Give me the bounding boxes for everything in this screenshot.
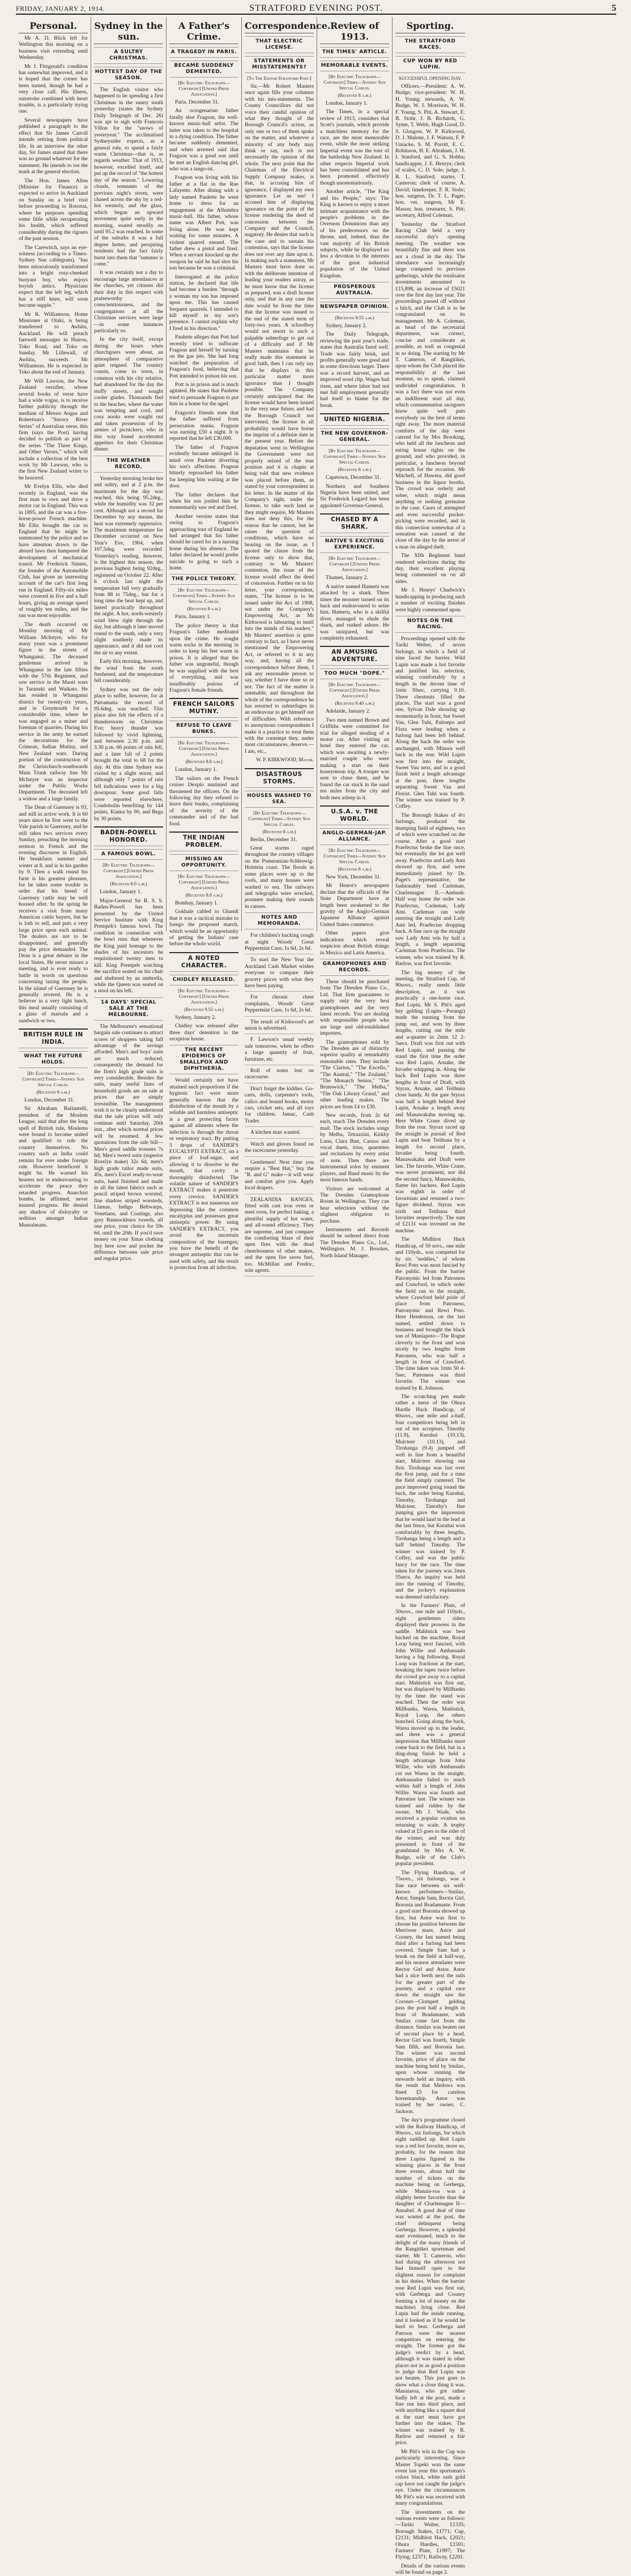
paragraph-list (94, 475, 163, 822)
article-subheading: A SULTRY CHRISTMAS. (94, 47, 163, 64)
newspaper-columns (16, 17, 619, 2576)
wire-credit: [By Electric Telegraph—Copyright] [United Press Association.] (178, 80, 230, 97)
paragraph-list (19, 35, 88, 1024)
wire-credit: [By Electric Telegraph—Copyright] [United Press Association.] (178, 988, 230, 1005)
paragraph: Another article, "The King and his People," says: The King is known to enjoy a more intimate acquaintance with the people's problems in the Overseas Dominions than any of his predecessors on the throne, and, indeed, than the vast majority of his British subjects, while he displayed no less a devotion to the interests of the great industrial population of the United Kingdom. (320, 188, 389, 279)
wire-credit: [By Electric Telegraph—Copyright] Times—Sydney Sun Special Cables. (323, 74, 386, 91)
article-subheading: MEMORABLE EVENTS. (320, 61, 389, 71)
article-heading: A NOTED CHARACTER. (169, 952, 238, 972)
paragraph: The police theory is that Fragson's father meditated upon the crime. He sought warm socks in the morning in order to keep his feet warm in prison. It is alleged that the father was ungrateful, though he was supplied with the best of everything, and was insufferably jealous of Fragson's female friends. (169, 622, 238, 693)
paragraph: F. Lawson's usual weekly sale tomorrow, when he offers a large quantity of fruit, furniture, etc. (245, 1036, 314, 1065)
wire-credit: [By Electric Telegraph—Copyright] [United Press Association.] (329, 556, 381, 573)
wire-credit: [By Electric Telegraph—Copyright] [United Press Association.] (103, 863, 155, 880)
column-heading: Correspondence. (245, 20, 314, 33)
paragraph-list (94, 889, 163, 995)
received-time: (Received 8.0 a.m.) (185, 892, 223, 898)
received-time: (Received 8 a.m.) (187, 606, 221, 612)
paragraph: Yesterday the Stratford Racing Club held a very successful day's opening meeting. The weather was beautifully fine and there was not a cloud in the sky. The attendance was increasingly large compared to previous gatherings, while the totalisator investments amounted to £15,898, an increase of £5021 over the first day last year. The proceedings passed off without a hitch, and the Club is to be congratulated on its management. Mr A. Coleman, as head of the secretarial department, was correct, concise and considerate as possible, as well as congenial in so doing. The starting by Mr T. Cameron, of Rangitikei, upon whom the Club placed the responsibility at the last moment, so to speak, claimed undivided congratulation. It was a fact there was not even an indifferent start all day, which consummation racegoers know quite well puts everybody on the best of terms right away. The more material comforts of the day were catered for by Mrs Brooking, who held all the luncheon and eating house rights on the ground, and who provided, in particular, a luncheon beyond reproach for the occasion. Mr Mitchell, of Hawera, did good business in the liquor booths. The crowd was orderly and sober, which might mean anything or nothing germaine to the case. Cases of attempted and even successful pocket-picking were recorded, and in this connection somewhat of a sensation was caused at the close of the day by the arrest of a man on alleged theft. (395, 221, 465, 550)
paragraph: Mr Hearst's newspapers declare that the officials of the State Department have at length been awakened to the gravity of the Anglo-German Japanese Alliance against United States commerce. (320, 882, 389, 928)
paragraph: Great storms raged throughout the country villages on the Pomeranian-Schleswig-Holstein coast. The floods in some places were up to the roofs, and many houses were washed to sea. The railways and telegraphs were wrecked, postmen making their rounds in canoes. (245, 845, 314, 910)
received-time: (Received 9.55 a.m.) (335, 315, 374, 320)
article-subheading: ANGLO-GERMAN-JAP. ALLIANCE. (320, 828, 389, 845)
paragraph: Other papers give indications which reveal suspicion about British doings in Mexico and Latin America. (320, 930, 389, 956)
paragraph: The result of Kirkwood's art union is advertised. (245, 1019, 314, 1035)
article-subheading: BECAME SUDDENLY DEMENTED. (169, 61, 238, 78)
column-heading: Personal. (19, 20, 88, 33)
paragraph: The Times, in a special review of 1913, considers that Scott's journals, which provide a matchless memory for the race, are the most memorable event, while the most striking Imperial event was the tour of the battleship New Zealand. In other respects Imperial work has been consolidated and has been promoted effectively though unostentatiously. (320, 109, 389, 186)
paragraph: The father of Fragson evidently became unhinged in mind over Paulette diverting his son's affections. Fragson bitterly reproached his father for keeping him waiting at the door. (169, 444, 238, 490)
paragraph: The investments on the various events were as follows:—Tariki Welter, £1335; Borough Stakes, £1771; Cup, £2131; Midhirst Hack, £2021; Ohura Hurdles, £1591; Farmers' Plate, £1997; The Flying, £2371; Railway, £2201. (395, 2509, 465, 2561)
article-subheading: HOTTEST DAY OF THE SEASON. (94, 67, 163, 84)
article-subheading: PROSPEROUS AUSTRALIA. (320, 282, 389, 299)
article-subheading: THE TIMES' ARTICLE. (320, 47, 389, 58)
paragraph: Bombay, January 1. (175, 899, 219, 906)
paragraph: The death occurred on Monday morning of Mr William McIntyre, who for many years was a prominent figure in the streets of Whanganui. The deceased gentleman arrived in Whanganui in the late fifties with the 57th Regiment, and saw service in the Maori wars in Taranaki and Waikato. He has resided in Whanganui district for twenty-six years, and in Greymouth for a considerable time, where he was engaged as a miner and foreman of quarries. During his service in the army he earned the decorations for the Crimean, Indian Mutiny, and New Zealand wars. During portion of the construction of the Christchurch-southwards Main Trunk railway line Mr McIntyre was an inspector under the Public Works Department. The deceased left a widow and a large family. (19, 621, 88, 802)
article-subheading: CUP WON BY RED LUPIN. (395, 56, 465, 73)
wire-credit: [By Electric Telegraph—Copyright] Times—Sydney Sun Special Cables. (248, 810, 310, 827)
paragraph: Paris, December 31. (175, 99, 219, 105)
paragraph: For chronic chest complaints, Woods' Great Peppermint Cure, 1s 6d, 2s 6d. (245, 994, 314, 1016)
paragraph-list (320, 575, 389, 641)
paragraph: The Flying Handicap, of 75sovs., six furlongs, was a fine race between six well-known performers—Smilax, Astor, Simple Sam, Rector Girl, Boronia and Bradamante. From a good start Boronia showed up first, but Astor was first to choose his position between the Merriwee mare, Astor and Cooney, the last named being third after a furlong had been covered. Simple Sam had a break on the field at half-way, and his nearest attendants were Rector Girl and Astor. Astor had a nice berth next the rails for the greater part of the journey, and a capital race down the straight saw the Coronet—Clompett gelding pass the post half a length in front of Bradamante, with Smilax come fast from the distance. Smilax was beaten out of second place by a head. Rector Girl was fourth, Simple Sam fifth, and Boronia last. The winner was second favorite, price of place on the machine being held by Smilax, upon whose running the stewards held an inquiry, with the result that Medows was fined £5 for careless horsemanship. Astor was trained by her owner, C. Jackson. (395, 1869, 465, 2115)
paragraph: Fragson was living with his father at a flat in the Rue Lafayette. After dining with a lady named Paulette he went home to dress for an engagement at the Alhambra music-hall. His father, whose name was Albert Pott, was living alone. He was kept waiting for some minutes. A violent quarrel ensued. The father drew a pistol and fired. When a servant knocked up the weapon he said he had shot his son because he was a criminal. (169, 174, 238, 272)
paragraph: The Dean of Guernsey is 93, and still in active work. It is 60 years since he first went to the Vale parish in Guernsey, and he still takes two services every Sunday, preaching the morning sermon in French and the evening discourse in English. He breakfasts summer and winter at 8, and is in his garden by 9. Then a walk round his farm is his greatest pleasure, for he takes some trouble in order that his breed of Guernsey cattle may be well housed after. In the spring he receives a visit from many American cattle buyers, but he is loth to sell, and puts a very large price upon each animal. The dealers are not to be disappointed, and generally pay the price demanded. The Dean is a great debater in the local States. He never misses a meeting, and is ever ready to battle in words on questions concerning taxing the people. In the island of Guernsey he is generally revered. He is a believer in a very light lunch, this meal usually consisting of a glass of marsala and a sandwich or two. (19, 804, 88, 1024)
page-number: 5 (612, 3, 616, 13)
paragraph-list (320, 323, 389, 409)
wire-credit: [By Electric Telegraph—Copyright] Times—Sydney Sun Special Cables. (323, 448, 386, 465)
paragraph: Mr Will Lawson, the New Zealand versifier, whose several books of verse have had a wide vogue, is to receive further publicity through the medium of Messrs Angus and Robertson's "Snowy River Series" of Australian verse, this firm (says the Post) having decided to publish as part of the series "The Three Kings, and Other Verses," which will include a collection of the best work by Mr Lawson, who is the first New Zealand writer to be honored. (19, 378, 88, 481)
article-subheading: SUCCESSFUL OPENING DAY. (398, 76, 462, 81)
column-personal (16, 17, 91, 1228)
article-subheading: THE STRATFORD RACES. (395, 36, 465, 53)
paragraph: Yesterday morning broke hot and sultry, and at 2 p.m. the maximum for the day was reached, this being 95.2deg., while the humidity was 32 per cent. Although not a record for December by any means, the heat was extremely oppressive. The maximum temperature for December occurred on New Year's Eve, 1904, when 107.5deg. were recorded. Yesterday's reading, however, is the highest this season, the previous highest being 92deg., registered on October 22. After 6 o'clock last night the temperature fell very gradually from 88 to 75deg., but for a long time the heat kept up, and lasted practically throughout the night. A hot, north-westerly wind blew right through the day, but although it later moved round to the south, only a very slight southerly made its appearance, and it did not cool the air to any extent. (94, 475, 163, 656)
article-subheading: CHIDLEY RELEASED. (169, 975, 238, 985)
received-time: (Received 8 a.m.) (338, 93, 372, 98)
paragraph: Mr Pitt's win in the Cup was particularly interesting. Since Master Topeki won the same event last year this sportsman's colors black, white sash gold cap have not caught the judge's eye. Under the circumstances Mr Pitt's win was received with many congratulations. (395, 2448, 465, 2507)
paragraph: Sydney was not the only place to suffer, however, for at Parramatta the record of 95.6deg. was reached. This place also felt the effects of a thunderstorm on Christmas Eve; heavy thunder was followed by vivid lightning, and between 2.30 p.m. and 3.30 p.m. 66 points of rain fell, and a later fall of 2 points brought the total to 68 for the day. At this time Sydney was visited by a slight storm, and although only 7 points of rain fell indications were for a big downpour. Some good falls were reported elsewhere, Condobolin benefiting by 144 points, Kiama by 90, and Bega by 30 points. (94, 686, 163, 822)
received-time: (Received 9.55 a.m.) (184, 1006, 224, 1012)
paragraph-list (245, 932, 314, 1276)
paragraph: Berlin, December 31. (250, 836, 297, 843)
paragraph: Capetown, December 31. (326, 474, 381, 481)
paragraph: The day's programme closed with the Railway Handicap, of 90sovs., six furlongs, for which eight saddled up. Red Lupin was a red hot favorite, more so, probably, for the reason that three Lupins figured in the winning places in the front three events, about half the number of tickets on the machine being on Gerberga, while Manaia-roa was a slightly better favorite than the daughter of Charlemagne II—Annabel. A good deal of time was wasted at the post, the chief delinquent being Gerberga. However, a splendid start eventuated, much to the delight of the many friends of the Rangitikei sportsman and starter, Mr T. Cameron, who had during the afternoon not had himself open to the slightest reason for complaint in his duties. When the barrier rose Red Lupin was first out, with Gerberga and Cooney forming a lot of money on the machine) lying close. Red Lupin had the inside running, and it looked as if he would be hard to beat. Gerberga and Patroon were the nearest competitors on entering the straight. The former got the judge's verdict by a head, although it was stated in other places not in as good a position to judge that Red Lupin was not beaten. This just goes to show what a close thing it was. Manaiaroa, who got rather badly left at the post, made a fine run into third place, and with anything like a square deal at the start must have got further into the stakes. The winner was trained by R. Barlow and returned a fair price. (395, 2117, 465, 2446)
paragraph: The sailors on the French cruiser Dexplo mutinied and threatened the officers. On the following day they refused to leave their bunks, complaining of the severity of the commander and of the bad food. (169, 775, 238, 827)
article-subheading: WHAT THE FUTURE HOLDS. (19, 1051, 88, 1068)
paragraph-list (320, 874, 389, 956)
article-heading: AN AMUSING ADVENTURE. (320, 646, 389, 666)
paragraph: Details of the various events will be found on page 2. (395, 2562, 465, 2576)
received-time: (Received 8 a.m.) (338, 467, 372, 473)
paragraph: The Melbourne's sensational bargain sale continues to attract scores of shoppers taking full advantage of the savings afforded. Men's and boys' suits are much reduced, consequently the demand for the firm's high grade suits is very considerable. Besides the suits, many useful lines of household goods are on sale at prices that are simply irresistible. The management wish it to be clearly understood that the sale prices will only continue until Saturday, 20th inst., after which normal prices will be resumed. A few quotations from the sale bill—Men's good saddle trousers 7s 6d; Men's tweed suits (superior Rosslyn make) 32s 6d, men's high grade tailor made suits, 45s, men's Excel ready-to-wear suits, hand finished and made in all the latest fabrics such as pencil striped brown worsted, fine shadow striped worsteds, Llamas, Indigo Beltwarps, Venetians, and Coatings, also grey Bannockburn tweeds, all one price, your choice for 59s 6d, until the 20th. If you'd save money on your Xmas clothing buy here now and pocket the difference between sale price and regular price. (94, 1023, 163, 1262)
article-subheading: STATEMENTS OR MISSTATEMENTS? (245, 56, 314, 73)
article-subheading: HOUSES WASHED TO SEA. (245, 791, 314, 808)
paragraph: An octogenarian father fatally shot Fragson, the well-known music-hall artist. The latter was taken to the hospital in a dying condition. The father became suddenly demented, and when arrested said that Fragson was a good son until he met an English dancing girl, who was a tango-ist. (169, 108, 238, 173)
article-subheading: TOO MUCH "DOPE." (320, 668, 389, 679)
received-time: (Received 8 a.m.) (262, 829, 296, 834)
paragraph-list (94, 1023, 163, 1262)
received-time: (Received 8 a.m.) (338, 867, 372, 872)
paragraph: Several newspapers have published a paragraph to the effect that Sir James Carroll intends retiring from political life. In an interview the other day, Sir James stated that there was no ground whatever for the statement. He intends to toe the mark at the general election. (19, 117, 88, 175)
paragraph: Chidley was released after three days' detention in the reception house. (169, 1023, 238, 1043)
article-subheading: THAT ELECTRIC LICENSE. (245, 36, 314, 53)
wire-credit: [By Electric Telegraph—Copyright] Times—Sydney Sun Special Cables. (323, 848, 386, 865)
column-sporting (393, 17, 468, 2576)
paragraph: Sir,—Mr Robert Masters once again fills your columns with his mis-statements. The County Councillors did not voice their candid opinion of what they thought of the Borough Council's action, as only one or two of them spoke on the matter, and whatever a minority of any body may think or say, such is not necessarily the opinion of the whole. The next point that the Chairman of the Electrical Supply Company makes, is that, in accusing him of ignorance, I displayed my own ignorance. Let us see! I accused him of displaying ignorance on the point of the license rendering the deed of concession between the Company and the Council, nugatory. He denies that such is the case and to sustain his contention, says that the license does not over any date upon it. In making such a statement, Mr Masters must have done so with the deliberate intention of leading your readers astray, as he must know that the license as prepared, was a draft license only, and that in any case the date would be from the time that the license was issued to the end of the stated term of forty-two years. A schoolboy would not resort to such a palpable subterfuge to get out of a difficulty and if Mr Masters maintains that he really made this statement in good faith, then I can only say that he displays in this particular matter more ignorance than I thought possible. The Company certainly anticipated that the license would have been issued in the very near future, and had the Borough Council not intervened, the license in all probability would have borne the imprint of a definite date in the present year. Before the deputation went to Wellington the Government were not properly seized of the true position and it is chapin at being told that new evidence was placed before them, as stated by your correspondent in his letter. In the matter of the Company's right, under the license, to take such land as they might require, Mr Masters does not deny this, for the reason that he cannot, but he raises the question of conditions, which have no bearing on the issue, as I quoted the clause from the license only to show that, contrary to Mr Masters' contention, the issue of the license would affect the deed of concession. Further on in his letter, your correspondent, states, "The license is to be issued under the Act of 1908, not under the Company's Empowering Act, as Mr Kirkwood is labouring to instil into the minds of his readers." Mr Masters' assertion is quite contrary to fact, as I have never mentioned the Empowering Act, or referred to it in any way, and, having all the correspondence before them, I ask any reasonable person to say, whether I have done so or not. The fact of the matter is untenable, and throughout the whole of the correspondence he has resorted to subterfuges in an endeavour to get himself out of difficulties. With reference to anonymous correspondents I make it a practice to treat them with the contempt they, under most circumstances, deserve.—I am, etc., (245, 83, 314, 755)
paragraph: Interrogated at the police station, he declared that life had become a burden "through a woman my son has imposed upon me. This has caused frequent quarrels. I intended to kill myself in my son's presence. I cannot explain why I fired in his direction." (169, 273, 238, 332)
paragraph: Officers.—President: A. W. Budge; vice-president: W. H. H. Young; stewards, A. W. Budge, W. J. Morrison, W. H. F. Young, S. Pitt, A. Stewart, E. B. Stohr, J. B. Richards, G. Syme, T. Webb, Hugh Good, D. S. Glasgow, W. P. Kirkwood, D. J. Malone, J. F. Watson, F. P. Uniacke, S. M. Porritt, E. C. Robinson, H. E. Abraham, J. H. I. Stanford, and G. S. Hobbs; handicapper, J. E. Henrys; clerk of scales, C. D. Sole; judge, J. R. L. Stanford; starter, T. Cameron; clerk of course, A. David; timekeeper, F. R. Stohr; hon. surgeon, Dr. T. L. Paget; hon. vet. surgeon, Mr E. Mason; hon. treasurer, S. Pitt; secretary, Alfred Coleman. (395, 83, 465, 219)
article-heading: BADEN-POWELL HONORED. (94, 826, 163, 846)
paragraph-list (320, 474, 389, 509)
received-time: (Received 8.0 a.m.) (185, 759, 223, 765)
paragraph-list (94, 87, 163, 453)
wire-credit: [By Electric Telegraph—Copyright] [United Press Association.] (329, 682, 381, 699)
paragraph: These should be purchased from The Dresden Piano Co., Ltd. That firm guarantees to supply only the very best gramophones and the very latest records. You are dealing with responsible people who are large and old-established importers. (320, 978, 389, 1037)
wire-credit: [By Electric Telegraph—Copyright] Times—Sydney Sun Special Cables. (22, 1070, 84, 1087)
paragraph-list (245, 83, 314, 755)
paragraph: London, December 31. (24, 1096, 75, 1103)
paragraph: Paris, January 1. (175, 614, 211, 620)
paragraph-list (395, 636, 465, 2576)
paragraph: Mr R. Williamson, Home Missioner at Otaki, is being transferred to Awhitu, Auckland. He will preach farewell messages in Huirou, Toko Road, and Toko on Sunday. Mr Lillewall, of Awhitu, succeeds Mr Williamson. He is expected in Toko about the end of January. (19, 311, 88, 376)
paragraph: Watch and gloves found on the racecourse yesterday. (245, 1141, 314, 1157)
paragraph: Two men named Brown and Griffiths were committed for trial for alleged stealing of a motor car. After visiting an hotel they entered the car, which was awaiting a newly-married couple who were making a start on their honeymoon trip. A trooper was sent to chase them, and he found the car stuck in the sand ten miles from the city and both men asleep in it. (320, 717, 389, 801)
paragraph: Would certainly not have attained such proportions if the hygienic fact were more generally known that the disinfection of the mouth by a reliable and harmless antiseptic is a great protecting factor against all ailments where the infection is through the throat or respiratory tract. By putting 3 drops of SANDER'S EUCALYPTI EXTRACT, on a piece of loaf-sugar, and allowing it to dissolve in the mouth, that cavity is thoroughly disinfected. The volatile nature of SANDER'S EXTRACT makes it penetrate every crevice. SANDER'S EXTRACT is not nauseous nor depressing like the common eucalyptus and possesses great antiseptic power. By using SANDER'S EXTRACT, you avoid the uncertain composition of the lozenges; you have the benefit of the strongest antiseptic that can be used with safety, and the result is protection from all infection. (169, 1077, 238, 1271)
article-heading: FRENCH SAILORS MUTINY. (169, 698, 238, 718)
article-heading: THE INDIAN PROBLEM. (169, 831, 238, 851)
paragraph-list (169, 766, 238, 827)
paragraph: Mr J. Fitzgerald's condition has somewhat improved, and it is hoped that the corner has been turned, though he had a very close call. His illness, sunstroke combined with heart trouble, is a particularly trying one. (19, 63, 88, 115)
received-time: (Received 8.0 a.m.) (110, 881, 147, 887)
paragraph: Fragson's friends state that the father suffered from persecution mania. Fragson was earning £50 a night. It is reported that he left £30,000. (169, 409, 238, 442)
article-subheading: A FAMOUS BOWL. (94, 849, 163, 860)
paragraph: Visitors are welcomed at The Dresden Gramophone Room in Wellington. They can hear selections without the slightest obligation to purchase. (320, 1185, 389, 1224)
paragraph: A kitchen man wanted. (245, 1129, 314, 1138)
paragraph-list (19, 1097, 88, 1228)
article-subheading: THE NEW GOVERNOR-GENERAL. (320, 428, 389, 445)
paragraph: To start the New Year the Auckland Cash Market wishes everyone to compare their grocery prices with what they have been paying. (245, 957, 314, 992)
paragraph: Major-General Sir R. S. S. Baden-Powell has been presented by the United Service Institute with King Prempeh's famous bowl. The condition in connection with the bowl runs that whenever the King paid homage to the shades of his ancestors he requisitioned twenty men to kill. King Prempeh watching the sacrifice seated on his chair and sheltered by an umbrella, while the Queen was seated on a stool on his left. (94, 897, 163, 995)
paragraph: Mr A. D. Blick left for Wellington this morning on a business visit extending until Wednesday. (19, 35, 88, 61)
received-time: (Received 8 a.m.) (36, 1089, 70, 1095)
column-sydney (91, 17, 167, 1262)
article-subheading: THE WEATHER RECORD. (94, 456, 163, 473)
column-heading: A Father's Crime. (169, 20, 238, 44)
article-heading: DISASTROUS STORMS. (245, 768, 314, 788)
wire-credit: [By Electric Telegraph—Copyright] Times—Sydney Sun Special Cables. (173, 588, 235, 605)
paragraph: London, January 1. (175, 766, 218, 773)
paragraph: Pott is in prison and is much agitated. He states that Paulette tried to persuade Fragson to put him in a home for the aged. (169, 382, 238, 408)
paragraph-list (169, 900, 238, 948)
newspaper-title: STRATFORD EVENING POST. (249, 3, 383, 13)
paragraph: The scratching pen made rather a mess of the Ohura Hurdle Hack Handicap, of 60sovs., one mile and a-half, four competitors being left in out of ten acceptors. Timothy (11.9), Kuruhai (10.13), Mulcteer (10.13), and Tirohanga (9.4) jumped off well in line from a beautiful start, Mulcteer showing out first. Tirohanga was last over the first jump, and for a time the field simply cantered. The pace improved going round the back, the order being Kuruhai, Timothy, Tirohanga and Mulcteer. Timothy's fine jumping gave the impression that he would land in the lead at the last fence, but Kuruhai won comfortably by three lengths, Tirohanga being a length and a half behind Timothy. The winner was trained by P. Coffey, and was the public fancy for the race. The time taken for the journey was 2min 55secs. An inquiry was held into the running of Timothy, and the jockey's explanation was deemed satisfactory. (395, 1394, 465, 1600)
article-subheading: THE POLICE THEORY. (169, 574, 238, 585)
paragraph: The gramophones sold by The Dresden are of distinctly superior quality at remarkably reasonable rates. They include "The Clarion," "The Excello," "The Austral," "The Zealand," "The Monarch Senior," "The Brunswick," "The Melba," "The Oak Library Grand," and other leading makes. The prices are from £4 to £30. (320, 1039, 389, 1110)
wire-credit: [By Electric Telegraph—Copyright] [United Press Association.] (178, 740, 230, 757)
paragraph: Another version states that owing to Fragson's approaching tour of England he had arranged that his father should be cared for in a nursing home during his absence. The father declared he would prefer suicide to going to such a home. (169, 513, 238, 572)
paragraph-list (169, 614, 238, 693)
article-subheading: NEWSPAPER OPINION. (320, 302, 389, 312)
paragraph: London, January 1. (100, 889, 142, 895)
paragraph: New records, from 2s 6d each, reach The Dresden every mail. The stock includes songs by Melba, Tetrazzini, Kirkby Lunn, Clara Butt, Caruso and vocal duets, trios, quartettes and recitations by every artist of note. Then there are instrumental solos by eminent players, and Band music by the most famous bands. (320, 1112, 389, 1184)
paragraph: The Daily Telegraph, reviewing the past year's trade, states that Australia fared well. Trade was fairly brisk, and profits generally were good and in some directions larger. There was a record harvest, and an improved wool clip. Wages had risen, and where labor had not met full employment generally had itself to blame for the break. (320, 331, 390, 409)
column-heading: Review of 1913. (320, 20, 389, 44)
paragraph: Gentlemen! Next time you require a "Best Hat," buy the "R. and G" make—it will wear and comfort give you. Apply local drapers. (245, 1159, 314, 1194)
paragraph: Mr J. Henrys' Chadwick's handicapping in producing such a number of exciting finishes were highly commented upon. (395, 587, 465, 613)
paragraph-list (169, 99, 238, 571)
paragraph: Sydney, January 2. (326, 322, 367, 329)
article-subheading: NOTES AND MEMORANDA. (245, 912, 314, 929)
paragraph: Northern and Southern Nigeria have been united, and Sir Frederick Lugard has been appointed Governor-General. (320, 483, 389, 509)
column-correspondence (242, 17, 331, 1274)
paragraph: A native named Hameru was attacked by a shark. Three times the monster turned on its back and endeavoured to seize him. Hameru, who is a skilful diver, managed to elude the shark, and rushed ashore. He was uninjured, but was completely exhausted. (320, 583, 389, 641)
column-heading: Sporting. (395, 20, 465, 33)
paragraph: The English visitor who happened to be spending a first Christmas in the sunny south yesterday (states the Sydney Daily Telegraph of Dec. 26) was apt to sigh with Francois Villon for the "snows of yesteryear." The acclimatised Sydneysider expects, as a general rule, to spend a fairly warm Christmas—that is, as regards weather. That of 1913, however, excelled itself, and put up the record of "the hottest day of the season." Lowering clouds, remnants of the previous night's storm, were chased across the sky by a red-hot westerly, and the glass, which began an upward movement quite early in the morning, soared steadily on until 95.2 was reached. In some of the suburbs it was a full degree hotter, and perspiring residents had the fact fairly burnt into them that "summer is come." (94, 87, 163, 267)
wire-credit: [By Electric Telegraph—Copyright] [United Press Association.] (178, 873, 230, 890)
paragraph-list (320, 100, 389, 279)
paragraph: In the city itself, except during the hours when churchgoers were about, an atmosphere of comparative quiet reigned. The country cousin, come to town, in common with his city relative, had abandoned for the day the stuffy streets, and sought cooler glades. Thousands fled to the beaches, where the water was tempting and cool, and cosy nooks were sought out and taken possession of by armies of picnickers, who in this way found accelerated appetites for their Christmas dinner. (94, 336, 163, 453)
article-subheading: A TRAGEDY IN PARIS. (169, 47, 238, 58)
paragraph-list (320, 708, 389, 801)
masthead (16, 3, 616, 15)
paragraph: Don't forget the kiddies. Go-carts, dolls, carpenter's tools, calico and bound books, motor cars, cricket sets, and all toys for children. Jamac, Cash Trader. (245, 1086, 314, 1127)
paragraph-list (395, 83, 465, 613)
paragraph-list (320, 979, 389, 1259)
paragraph-list (169, 1014, 238, 1043)
article-subheading: MISSING AN OPPORTUNITY. (169, 854, 238, 871)
letter-salutation: [To The Editor Stratford Post.] (247, 76, 312, 81)
paragraph-list (245, 837, 314, 910)
article-subheading: NATIVE'S EXCITING EXPERIENCE. (320, 536, 389, 553)
paragraph: The XIth Regiment band rendered selections during the day, their excellent playing being commented on on all sides. (395, 552, 465, 585)
paragraph: New York, December 31. (326, 874, 381, 881)
paragraph: For children's hacking cough at night Woods' Great Peppermint Cure, 1s 6d, 2s 6d. (245, 932, 314, 954)
paragraph: The Midhirst Hack Handicap, of 50 sovs., one mile and 110yds., was competed for by six "neddies," of whom Rewi Poto was most fancied by the public. From the barrier Patronymic led from Patroness and Crawford, in which order the field ran to the straight, where Crawford held pride of place from Patroness, Patronymic and Rewi Poto. Here Henderson, on the last named, settled down to business and brought the black son of Maniapoto—The Rogue cleverly to the front and won nicely by two lengths from Patroness, who was half a length in front of Crawford. The time taken was 1min 50 4-5sec. Patroness was third favorite. The winner was trained by R. Johnson. (395, 1236, 465, 1391)
paragraph: London, January 1. (326, 100, 368, 106)
paragraph: In the Farmers' Plate, of 50sovs., one mile and 110yds., eight gentlemen riders displayed their prowess in the saddle. Mahlstick was best backed on the machine, Royal Loop being next fancied, with John Willie and Ambassado having a big following. Royal Loop was fractious at the start, breaking the tapes twice before the crowd got away to a capital start. Mahlstick was first out, but was displaced by Millbanks by the time the stand was reached. Then the order was Millbanks, Warea, Mahlstick, Royal Loop, the others bunched. Going along the back, Warea moved up to the leader, and there was a general impression that Millbanks must come back to the field, but in a ding-dong finish he held a length advantage from John Willie, who with Ambassado cut out Warea in the straight. Ambassador failed to reach within half a length of John Willie. Warea was fourth and Patronise last. The winner was trained and ridden by the owner, Mr J. Wade, who received a popular ovation on returning to scale. A trophy valued at £5 goes to the rider of the winner, and was duly presented in front of the grandstand by Mrs A. W. Budge, wife of the Club's popular president. (395, 1602, 465, 1867)
article-subheading: REFUSE TO LEAVE BUNKS. (169, 721, 238, 738)
article-heading: UNITED NIGERIA. (320, 413, 389, 426)
paragraph: Gokhale cabled to Ghandi that it was a tactical mistake to forego the proposed march, which would be an opportunity of getting the Indians' case before the whole world. (169, 908, 238, 948)
article-heading: U.S.A. v. THE WORLD. (320, 805, 389, 825)
column-review (317, 17, 393, 1259)
article-subheading: NOTES ON THE RACING. (395, 616, 465, 633)
paragraph: Proceedings opened with the Tariki Welter, of seven furlongs, in which a field of nine faced the barrier. Wild Lupin was made a hot favorite and justified his selection, winning comfortably by a length in the decent time of 1min 30sec, carrying 9.10. Three chestnuts filled the places. The start was a good one, Sylvan Dale showing up momentarily in front, but Sweet Vau, Glen Tuhi, Paitoepo and Flora were leading when a furlong had been left behind. Along the back the order was unchanged, with Minora well back in the rear. Wild Lupin was first into the straight, Sweet Vau next, and in a good finish held a length advantage at the post, three lengths separating Sweet Vau and Florist. Glen Tuhi was fourth. The winner was trained by P. Coffey. (395, 635, 465, 810)
paragraph: Roll of notes lost on racecourse. (245, 1068, 314, 1083)
paragraph: The father declares that when his son jostled him he momentarily saw red and fired. (169, 491, 238, 511)
column-heading: Sydney in the sun. (94, 20, 163, 44)
paragraph-list (169, 1077, 238, 1271)
paragraph: Adelaide, January 2. (326, 708, 370, 715)
paragraph: The big money of the meeting, the Stratford Cup, of 90sovs., really needs little description, as it was practically a one-horse race. Red Lupin, Mr S. Pitt's aged bay gelding (Lupin—Porangi) made the running from the jump out, and won by three lengths, cutting out the mile and a-quarter in 2min 12 2-5secs. Draft was first out with Red Lupin, and passing the stand the first time the order was Red Lupin, Aruake, the Invader whipping in. Along the back Red Lupin was three lengths in front of Draft, with Styrax, Aruake, and Tetihuna close handy. At the gate Styrax was half a length behind Red Lupin, Aruake a length away and Manawakaha moving up. Here White Crane dived up from the rear. Styrax raced up the straight in pursuit of Red Lupin and beat Tetihuna by a length for second place, Invader being fourth. Manawakaha and Draft were last. The favorite, White Crane, was never prominent, nor did the second fancy, Manawakaha, flatter his backers. Red Lupin was eighth in order of favoritism and returned a two-figure dividend. Styrax was sixth and Tetihuna third favorites respectively. The sum of £2131 was invested on the machine. (395, 969, 465, 1234)
article-heading: CHASED BY A SHARK. (320, 513, 389, 533)
article-subheading: GRAMOPHONES AND RECORDS. (320, 959, 389, 976)
paragraph: Early this morning, however, the wind from the south freshened, and the temperature fell considerably. (94, 658, 163, 684)
paragraph: ZEALANDIA RANGES, fitted with cast iron oven or steel oven, for perfect baking, a plentiful supply of hot water, and all-round efficiency. They are supreme, and just compare the comforting blaze of their open fires with the dead cheerlessness of other makes, and the open fire saves fuel, too. McMillan and Fredric, sole agents. (245, 1197, 314, 1277)
paragraph: The Hon. James Allen (Minister for Finance) is expected to arrive in Auckland on Sunday on a brief visit before proceeding to Rotorua, where he purposes spending some little while recuperating his health, which suffered considerably during the rigours of the past session. (19, 177, 88, 242)
paragraph: Paulette alleges that Pott had recently tried to suffocate Fragson and herself by turning on the gas jets. She had long watched the preparation of Fragson's food, believing that Pott intended to poison his son. (169, 334, 238, 379)
issue-date: FRIDAY, JANUARY 2, 1914. (16, 5, 105, 12)
paragraph: Thames, January 2. (326, 575, 368, 581)
received-time: (Received 9.40 a.m.) (335, 701, 374, 706)
paragraph: Sydney, January 2. (175, 1014, 216, 1021)
article-subheading: 14 DAYS' SPECIAL SALE AT THE MELBOURNE. (94, 997, 163, 1021)
paragraph: The Borough Stakes of 4½ furlongs, produced the thumping field of eighteen, two of which were scratched on the course. After a good start Praefectus broke the line once, but eventually the lot got well away. Praefectus and Lady Ami showed up first, and were immediately joined by Dr. Paget's representative, the fashionably bred Carleman, Charlemagne II.—Ambush. Half way home the order was Praefectus, Carleman, Lady Ami. Carleman ran wide entering the straight and Lady Ami led, Praefectus dropping back. A fine race up the straight saw Lady Ami win by half a length, a length separating Carleman from Praefectus. The winner, who was trained by R. Barlow, was first favorite. (395, 812, 465, 967)
article-subheading: THE RECENT EPIDEMICS OF SMALLPOX AND DIPHTHERIA. (169, 1045, 238, 1074)
letter-signature: W. P. KIRKWOOD, Mayor. (256, 757, 314, 763)
paragraph: The Carewitch, says an eye-witness (according to a Times-Sydney Sun cablegram), "has been miraculously transformed into a bright rosy-cheeked buoyant boy, who enjoys boyish antics. Physicians expect that the left leg, which has a stiff knee, will soon become supple." (19, 244, 88, 309)
article-heading: BRITISH RULE IN INDIA. (19, 1028, 88, 1048)
column-fathers-crime (167, 17, 242, 1271)
paragraph: It was certainly not a day to encourage large attendances at the churches, yet citizens did their duty in this respect with praiseworthy conscientiousness, and the congregations at all the Christmas services were large—in some instances particularly so. (94, 269, 163, 335)
paragraph: Instruments and Records should be ordered direct from The Dresden Piano Co., Ltd., Wellington. M. J. Brookes, North Island Manager. (320, 1226, 389, 1259)
paragraph: Sir Abraham Bailantelli, president of the Moslem League, said that after the long spell of British rule, Moslems were bound to become united and qualified to rule the country themselves. No country such as India could remain for ever under foreign rule. However beneficent it might be. He warned his hearers not in endeavouring to accelerate the peace they retarded progress. Anarchist bombs, he affirmed, never insured progress. He denied any shadow of disloyalty or sedition amongst Indian Mussulmans. (19, 1105, 88, 1228)
paragraph: Mr Evelyn Ellis, who died recently in England, was the first man to own and drive a motor car in England. This was in 1895, and the car was a five-horse-power French machine. Mr Ellis brought the car to England that he might be summoned by the police and so have attention drawn to the absurd laws then hampered the development of mechanical transit. Mr Frederick Simms, the founder of the Automobile Club, has given an interesting account of the car's first long run in England. Fifty-six miles were covered in five and a half hours, giving an average speed of roughly ten miles, and the run was most enjoyable. (19, 483, 88, 619)
